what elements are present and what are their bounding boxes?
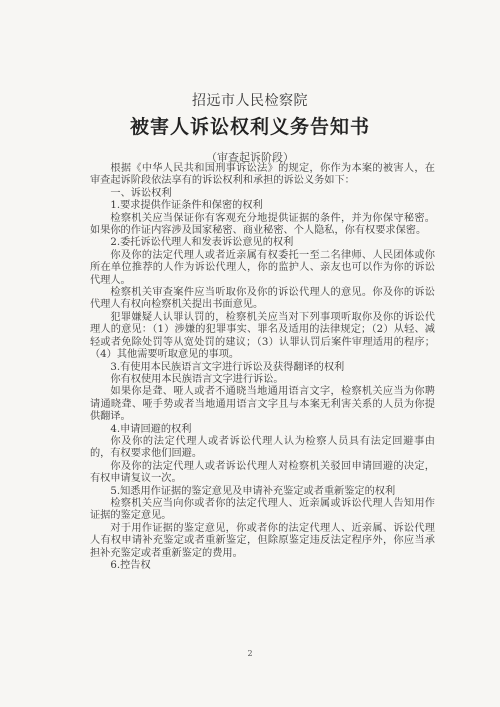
clause-paragraph: 你及你的法定代理人或者诉讼代理人认为检察人员具有法定回避事由的，有权要求他们回避。 xyxy=(90,435,435,460)
clause-paragraph: 检察机关审查案件应当听取你及你的诉讼代理人的意见。你及你的诉讼代理人有权向检察机关提出书面意见。 xyxy=(90,287,435,311)
clause-heading-5: 5.知悉用作证据的鉴定意见及申请补充鉴定或者重新鉴定的权利 xyxy=(110,485,396,497)
clause-paragraph: 犯罪嫌疑人认罪认罚的，检察机关应当对下列事项听取你及你的诉讼代理人的意见：（1）涉嫌的犯罪事实、罪名及适用的法律规定；（2）从轻、减轻或者免除处罚等从宽处罚的建议；（3）认罪认罚后案件审理适用的程序；（4）其他需要听取意见的事项。 xyxy=(90,311,435,361)
clause-paragraph: 对于用作证据的鉴定意见，你或者你的法定代理人、近亲属、诉讼代理人有权申请补充鉴定或者重新鉴定，但除原鉴定违反法定程序外，你应当承担补充鉴定或者重新鉴定的费用。 xyxy=(90,522,435,559)
clause-paragraph: 你及你的法定代理人或者诉讼代理人对检察机关驳回申请回避的决定，有权申请复议一次。 xyxy=(90,460,435,485)
intro-paragraph: 根据《中华人民共和国刑事诉讼法》的规定，你作为本案的被害人，在审查起诉阶段依法享有的诉讼权利和承担的诉讼义务如下： xyxy=(90,163,435,187)
clause-heading-4: 4.申请回避的权利 xyxy=(110,423,192,435)
clause-paragraph: 检察机关应当向你或者你的法定代理人、近亲属或诉讼代理人告知用作证据的鉴定意见。 xyxy=(90,497,435,522)
clause-paragraph: 如果你是聋、哑人或者不通晓当地通用语言文字，检察机关应当为你聘请通晓聋、哑手势或者当地通用语言文字且与本案无利害关系的人员为你提供翻译。 xyxy=(90,386,435,423)
clause-paragraph: 检察机关应当保证你有客观充分地提供证据的条件，并为你保守秘密。如果你的作证内容涉及国家秘密、商业秘密、个人隐私，你有权要求保密。 xyxy=(90,212,435,237)
clause-heading-2: 2.委托诉讼代理人和发表诉讼意见的权利 xyxy=(110,237,294,249)
document-title: 被害人诉讼权利义务告知书 xyxy=(129,116,370,138)
clause-paragraph: 你有权使用本民族语言文字进行诉讼。 xyxy=(110,373,284,385)
clause-paragraph: 你及你的法定代理人或者近亲属有权委托一至二名律师、人民团体或你所在单位推荐的人作为诉讼代理人，你的监护人、亲友也可以作为你的诉讼代理人。 xyxy=(90,249,435,286)
page-number: 2 xyxy=(247,649,253,658)
document-body xyxy=(90,163,435,572)
clause-heading-1: 1.要求提供作证条件和保密的权利 xyxy=(110,200,263,212)
issuing-organization: 招远市人民检察院 xyxy=(192,93,308,109)
section-heading-rights: 一、诉讼权利 xyxy=(110,187,172,199)
stage-subtitle: （审查起诉阶段） xyxy=(206,151,294,164)
clause-heading-6: 6.控告权 xyxy=(110,560,151,571)
clause-heading-3: 3.有使用本民族语言文字进行诉讼及获得翻译的权利 xyxy=(110,361,345,373)
